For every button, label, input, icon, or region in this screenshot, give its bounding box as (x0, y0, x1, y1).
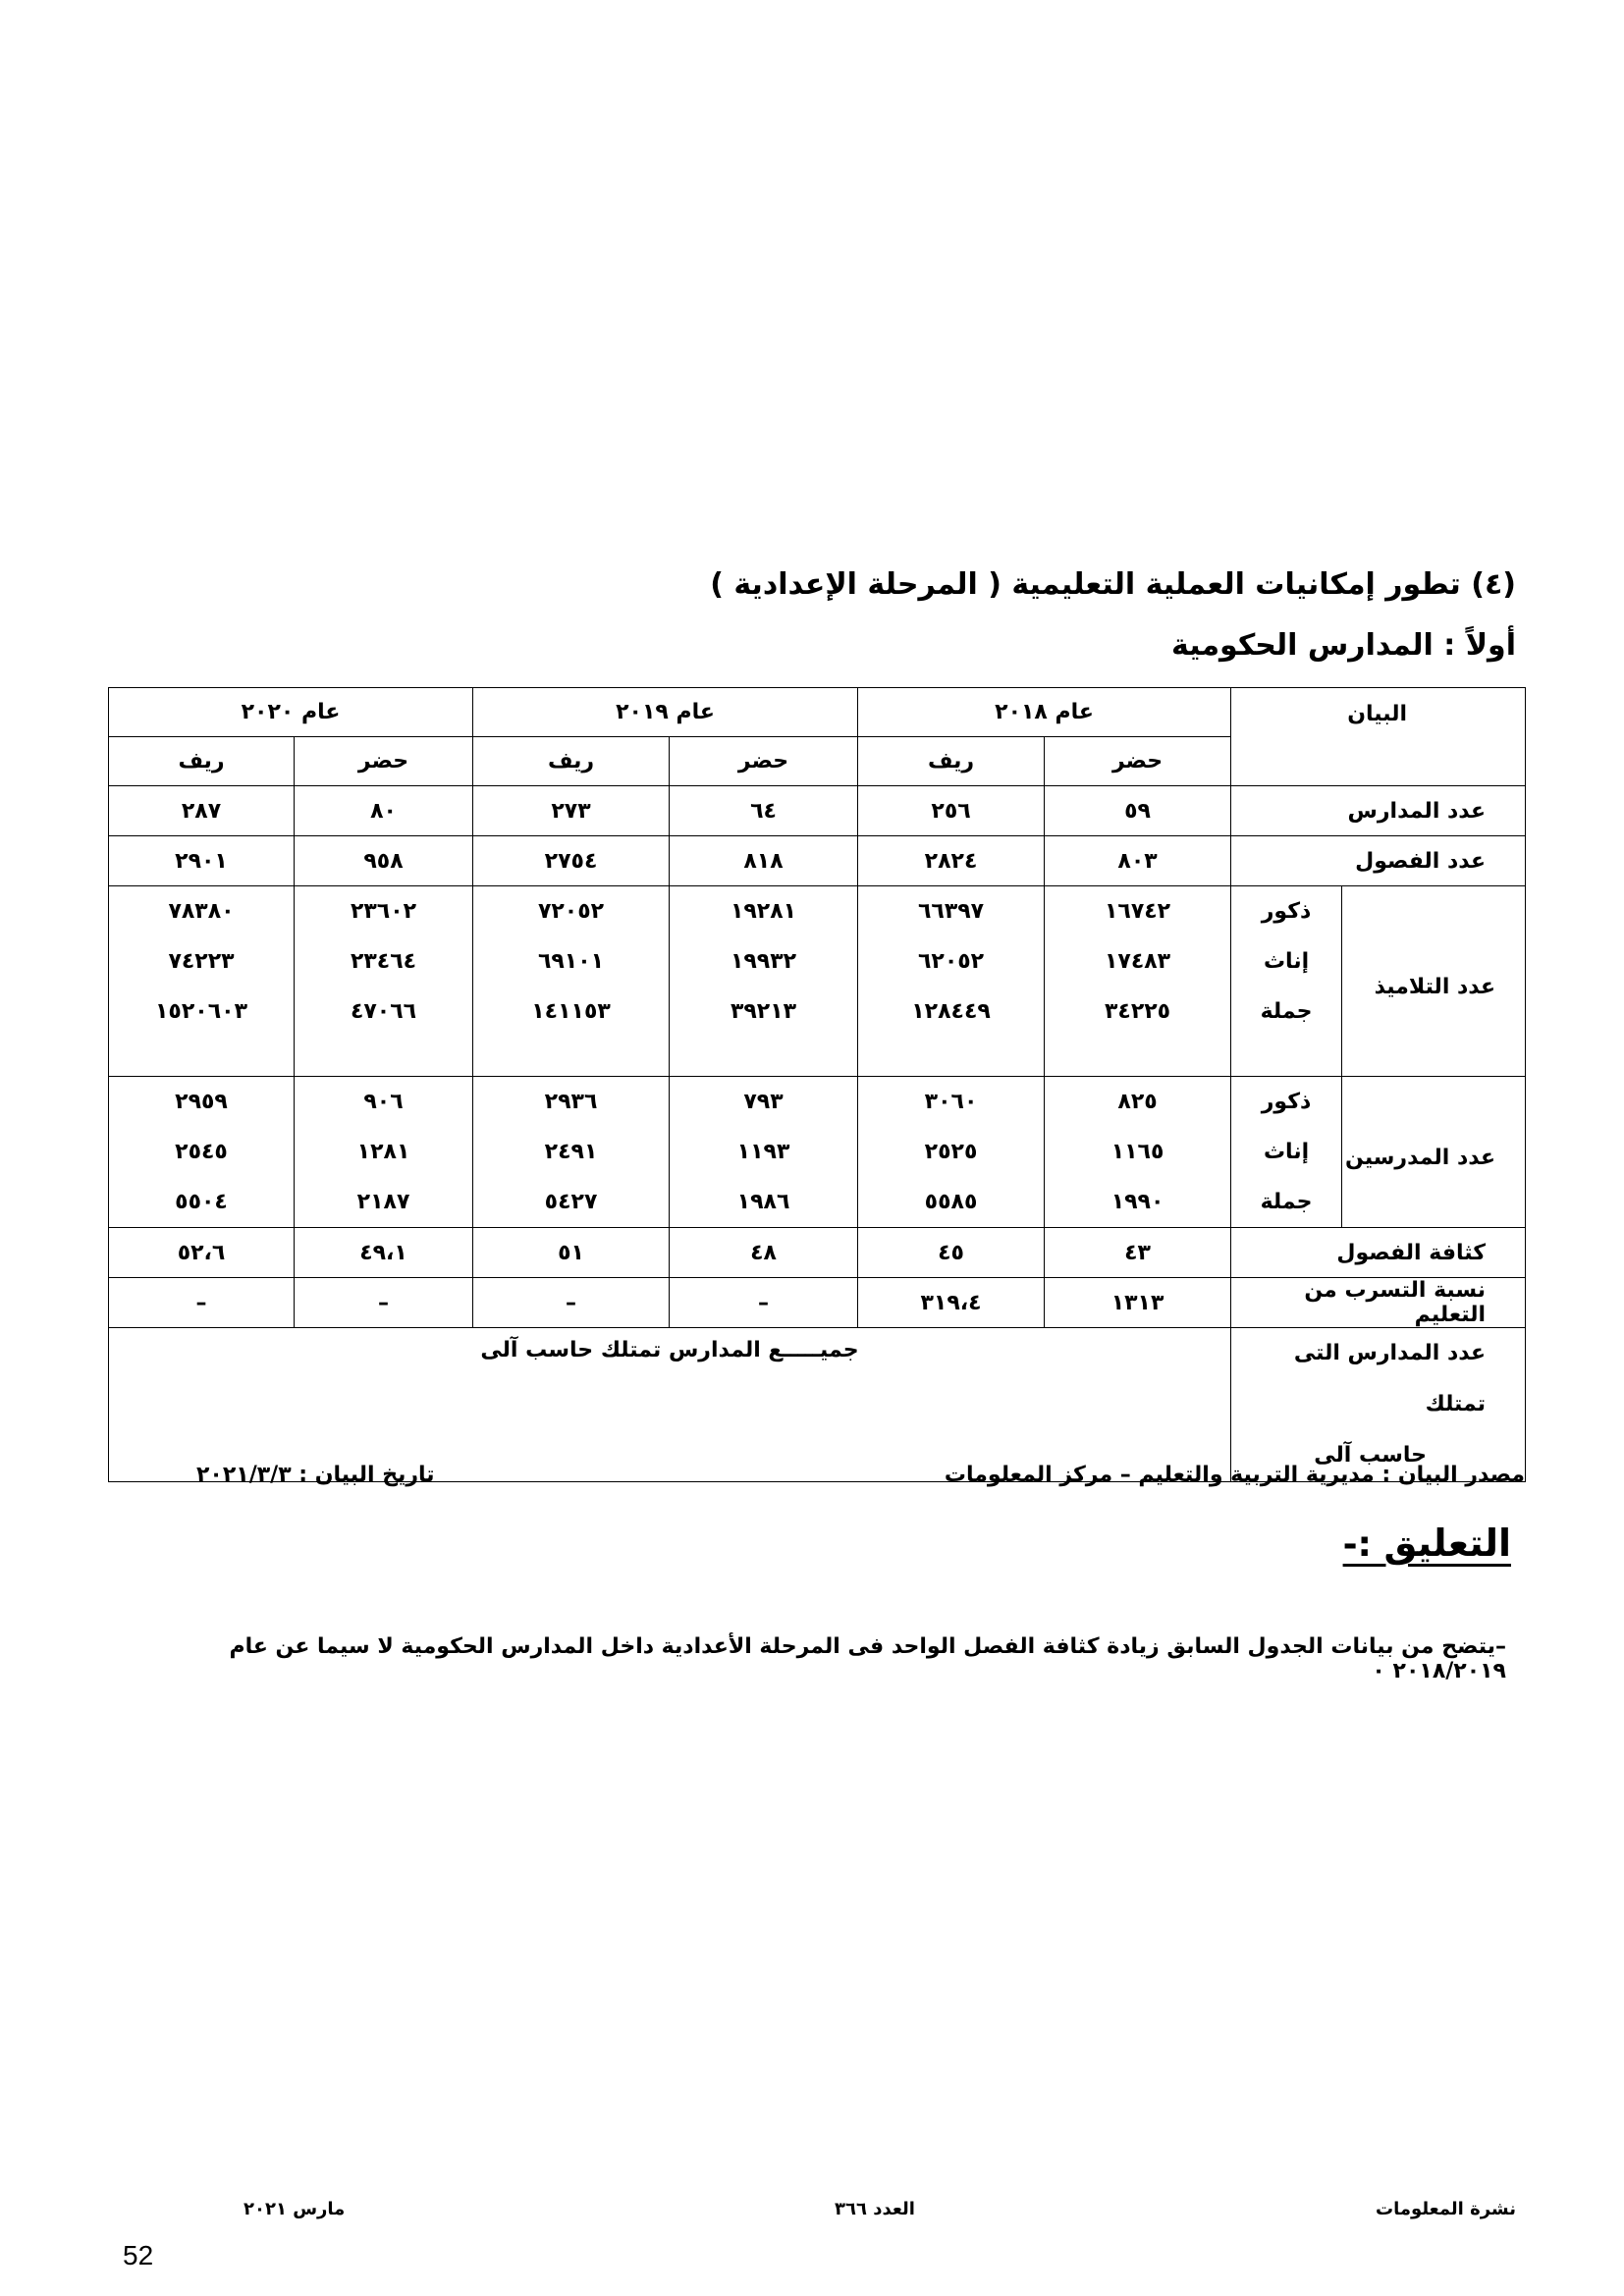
table-cell: ٤٨ (670, 1228, 858, 1278)
footer-date: مارس ٢٠٢١ (244, 2199, 346, 2219)
table-cell: ١٩٨٦ (736, 1190, 790, 1214)
table-cell: ٤٣ (1045, 1228, 1231, 1278)
gender-labels (1231, 1077, 1342, 1228)
table-cell: ٤٩،١ (295, 1228, 473, 1278)
table-cell: ٢٤٩١ (544, 1140, 598, 1164)
table-cell-stack (295, 886, 473, 1077)
table-cell: ٨١٨ (670, 836, 858, 886)
table-cell: – (473, 1278, 670, 1328)
footer-publication: نشرة المعلومات (1376, 2199, 1516, 2219)
table-cell: ١١٦٥ (1110, 1140, 1164, 1164)
table-cell: ٨٠ (295, 786, 473, 836)
female-label: إناث (1263, 949, 1310, 974)
table-cell: ٢٣٦٠٢ (350, 899, 417, 924)
table-cell: ٧٢٠٥٢ (537, 899, 605, 924)
table-cell: ٥١ (473, 1228, 670, 1278)
table-cell: ٥٤٢٧ (544, 1190, 598, 1214)
comment-body: –يتضح من بيانات الجدول السابق زيادة كثافة الفصل الواحد فى المرحلة الأعدادية داخل المدارس الحكومية لا سيما عن عام ٢٠١٨/٢٠١٩ ٠ (229, 1634, 1506, 1683)
page-number: 52 (123, 2240, 154, 2270)
table-cell: ٥٥٠٤ (175, 1190, 228, 1214)
table-cell: ٤٥ (858, 1228, 1045, 1278)
data-source: مصدر البيان : مديرية التربية والتعليم – مركز المعلومات (944, 1463, 1525, 1487)
section-subheading: أولاً : المدارس الحكومية (1171, 628, 1516, 663)
table-cell: ١٢٨١ (356, 1140, 410, 1164)
dropout-row (109, 1278, 1526, 1328)
rural-header: ريف (109, 737, 295, 786)
table-cell: ٣١٩،٤ (858, 1278, 1045, 1328)
table-cell: ١٧٤٨٣ (1104, 949, 1171, 974)
footer-issue: العدد ٣٦٦ (835, 2199, 915, 2219)
table-cell: ٧٨٣٨٠ (168, 899, 235, 924)
table-cell-stack (1045, 1077, 1231, 1228)
table-cell: ٥٢،٦ (109, 1228, 295, 1278)
row-label: نسبة التسرب من التعليم (1231, 1278, 1526, 1328)
rural-header: ريف (473, 737, 670, 786)
row-label-line1: عدد المدارس التى تمتلك (1293, 1341, 1487, 1416)
comment-title: التعليق (1383, 1522, 1511, 1565)
row-label (1231, 1328, 1526, 1482)
row-label: عدد الفصول (1231, 836, 1526, 886)
table-cell: ٢٥٤٥ (175, 1140, 228, 1164)
comment-heading (1343, 1522, 1511, 1565)
table-cell: ١٩٢٨١ (730, 899, 797, 924)
classes-row (109, 836, 1526, 886)
rural-header: ريف (858, 737, 1045, 786)
table-cell: ١٤١١٥٣ (531, 999, 611, 1024)
table-cell: ٣٩٢١٣ (730, 999, 797, 1024)
table-cell: ٢١٨٧ (356, 1190, 410, 1214)
education-stats-table (108, 687, 1526, 1482)
urban-header: حضر (295, 737, 473, 786)
source-line (108, 1463, 1525, 1496)
table-cell: ٢٩٥٩ (175, 1090, 228, 1114)
male-label: ذكور (1261, 899, 1312, 924)
students-row (109, 886, 1526, 1077)
table-cell: ٢٧٥٤ (473, 836, 670, 886)
table-cell: ١١٩٣ (736, 1140, 790, 1164)
table-cell-stack (295, 1077, 473, 1228)
table-cell: ٣٠٦٠ (924, 1090, 978, 1114)
table-cell: ٨٢٥ (1117, 1090, 1158, 1114)
table-cell: ٩٥٨ (295, 836, 473, 886)
item-header: البيان (1231, 688, 1526, 786)
table-cell: ١٩٩٠ (1110, 1190, 1164, 1214)
year-header-2018: عام ٢٠١٨ (858, 688, 1231, 737)
table-cell: ٦٤ (670, 786, 858, 836)
table-cell: ١٦٧٤٢ (1104, 899, 1171, 924)
urban-header: حضر (1045, 737, 1231, 786)
table-cell: ٢٣٤٦٤ (350, 949, 417, 974)
urban-header: حضر (670, 737, 858, 786)
table-cell-stack (670, 1077, 858, 1228)
row-label: عدد المدارس (1231, 786, 1526, 836)
table-cell: ٤٧٠٦٦ (350, 999, 417, 1024)
year-header-2019: عام ٢٠١٩ (473, 688, 858, 737)
table-cell: – (670, 1278, 858, 1328)
page-footer (0, 2199, 1624, 2228)
table-cell-stack (109, 886, 295, 1077)
table-cell: ٦٢٠٥٢ (917, 949, 985, 974)
table-cell: ٧٩٣ (743, 1090, 784, 1114)
table-cell: ٦٩١٠١ (537, 949, 605, 974)
row-label: عدد التلاميذ (1342, 886, 1526, 1077)
row-label: عدد المدرسين (1342, 1077, 1526, 1228)
table-cell: ٧٤٢٢٣ (168, 949, 235, 974)
computers-row (109, 1328, 1526, 1482)
female-label: إناث (1263, 1140, 1310, 1164)
schools-row (109, 786, 1526, 836)
total-label: جملة (1260, 999, 1313, 1024)
row-label: كثافة الفصول (1231, 1228, 1526, 1278)
table-cell: ١٩٩٣٢ (730, 949, 797, 974)
table-cell: ١٢٨٤٤٩ (911, 999, 991, 1024)
table-cell: ٢٥٢٥ (924, 1140, 978, 1164)
table-cell: ٥٩ (1045, 786, 1231, 836)
table-cell-stack (670, 886, 858, 1077)
row-label-line2: حاسب آلى (1314, 1443, 1428, 1468)
comment-suffix: :- (1342, 1524, 1384, 1565)
table-cell: ١٣١٣ (1045, 1278, 1231, 1328)
table-cell: ٨٠٣ (1045, 836, 1231, 886)
year-header-2020: عام ٢٠٢٠ (109, 688, 473, 737)
table-cell: ٢٥٦ (858, 786, 1045, 836)
computers-value: جميـــــع المدارس تمتلك حاسب آلى (109, 1328, 1231, 1482)
table-cell-stack (473, 886, 670, 1077)
table-cell: ٢٨٧ (109, 786, 295, 836)
table-cell: ٦٦٣٩٧ (917, 899, 985, 924)
table-cell: ٢٩٣٦ (544, 1090, 598, 1114)
table-cell: ٣٤٢٢٥ (1104, 999, 1171, 1024)
table-cell-stack (473, 1077, 670, 1228)
table-cell-stack (858, 886, 1045, 1077)
table-cell-stack (109, 1077, 295, 1228)
teachers-row (109, 1077, 1526, 1228)
page-heading: (٤) تطور إمكانيات العملية التعليمية ( المرحلة الإعدادية ) (710, 567, 1516, 602)
gender-labels (1231, 886, 1342, 1077)
header-row-years (109, 688, 1526, 737)
table-cell: ١٥٢٠٦٠٣ (155, 999, 247, 1024)
table-cell: ٢٧٣ (473, 786, 670, 836)
table-cell: ٩٠٦ (363, 1090, 404, 1114)
table-cell: – (109, 1278, 295, 1328)
density-row (109, 1228, 1526, 1278)
table-cell: ٥٥٨٥ (924, 1190, 978, 1214)
data-date: تاريخ البيان : ٢٠٢١/٣/٣ (196, 1463, 435, 1487)
table-cell: ٢٩٠١ (109, 836, 295, 886)
total-label: جملة (1260, 1190, 1313, 1214)
table-cell-stack (858, 1077, 1045, 1228)
table-cell-stack (1045, 886, 1231, 1077)
male-label: ذكور (1261, 1090, 1312, 1114)
table-cell: – (295, 1278, 473, 1328)
table-cell: ٢٨٢٤ (858, 836, 1045, 886)
